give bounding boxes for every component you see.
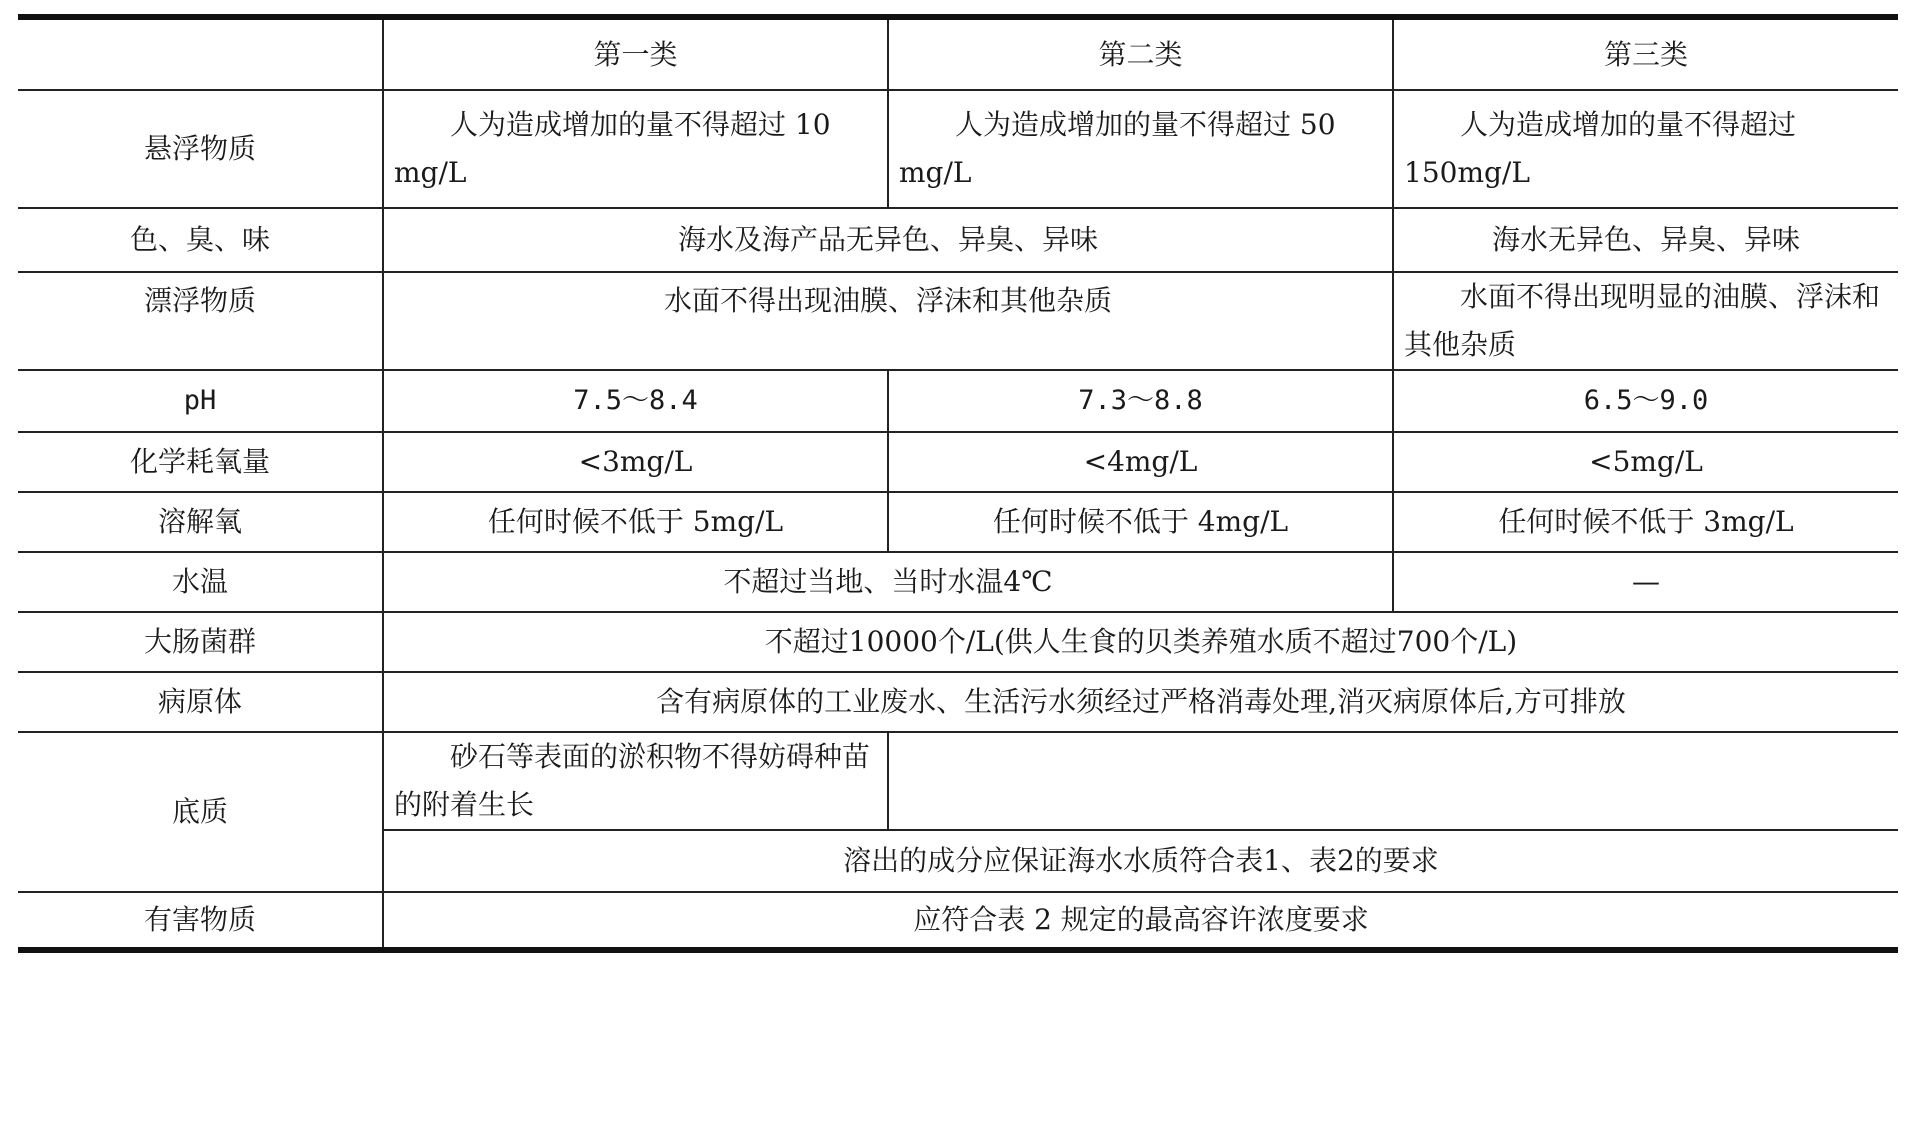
cell-color-class-3: 海水无异色、异臭、异味 xyxy=(1393,208,1898,272)
table-row xyxy=(18,492,1898,552)
row-label-harmful: 有害物质 xyxy=(18,892,383,950)
cell-oxygen-class-2: 任何时候不低于 4mg/L xyxy=(888,492,1393,552)
row-label-cod: 化学耗氧量 xyxy=(18,432,383,492)
table-row xyxy=(18,90,1898,208)
table-row xyxy=(18,432,1898,492)
row-label-substrate: 底质 xyxy=(18,732,383,892)
row-label-suspended: 悬浮物质 xyxy=(18,90,383,208)
cell-oxygen-class-3: 任何时候不低于 3mg/L xyxy=(1393,492,1898,552)
document-page xyxy=(18,14,1898,953)
cell-ph-class-1: 7.5～8.4 xyxy=(383,370,888,432)
table-header-row xyxy=(18,17,1898,90)
cell-ph-class-3: 6.5～9.0 xyxy=(1393,370,1898,432)
cell-substrate-all: 溶出的成分应保证海水水质符合表1、表2的要求 xyxy=(383,830,1898,892)
cell-suspended-class-3: 人为造成增加的量不得超过150mg/L xyxy=(1393,90,1898,208)
table-row xyxy=(18,272,1898,370)
row-label-water-temperature: 水温 xyxy=(18,552,383,612)
header-class-2: 第二类 xyxy=(888,17,1393,90)
cell-cod-class-3: <5mg/L xyxy=(1393,432,1898,492)
row-label-pathogen: 病原体 xyxy=(18,672,383,732)
cell-temp-class-1-2: 不超过当地、当时水温4℃ xyxy=(383,552,1393,612)
cell-floating-class-1-2: 水面不得出现油膜、浮沫和其他杂质 xyxy=(383,272,1393,370)
row-label-ph: pH xyxy=(18,370,383,432)
cell-suspended-class-1: 人为造成增加的量不得超过 10 mg/L xyxy=(383,90,888,208)
table-row xyxy=(18,208,1898,272)
table-row xyxy=(18,732,1898,830)
cell-temp-class-3: — xyxy=(1393,552,1898,612)
cell-ph-class-2: 7.3～8.8 xyxy=(888,370,1393,432)
cell-substrate-class-2-3 xyxy=(888,732,1898,830)
cell-color-class-1-2: 海水及海产品无异色、异臭、异味 xyxy=(383,208,1393,272)
cell-suspended-class-2: 人为造成增加的量不得超过 50 mg/L xyxy=(888,90,1393,208)
cell-cod-class-1: <3mg/L xyxy=(383,432,888,492)
cell-coliform-all: 不超过10000个/L(供人生食的贝类养殖水质不超过700个/L) xyxy=(383,612,1898,672)
header-corner-cell xyxy=(18,17,383,90)
header-class-3: 第三类 xyxy=(1393,17,1898,90)
cell-floating-class-3: 水面不得出现明显的油膜、浮沫和其他杂质 xyxy=(1393,272,1898,370)
cell-cod-class-2: <4mg/L xyxy=(888,432,1393,492)
row-label-floating: 漂浮物质 xyxy=(18,272,383,370)
table-row xyxy=(18,552,1898,612)
cell-substrate-class-1: 砂石等表面的淤积物不得妨碍种苗的附着生长 xyxy=(383,732,888,830)
row-label-coliform: 大肠菌群 xyxy=(18,612,383,672)
row-label-dissolved-oxygen: 溶解氧 xyxy=(18,492,383,552)
row-label-color-odor-taste: 色、臭、味 xyxy=(18,208,383,272)
table-row xyxy=(18,892,1898,950)
table-row xyxy=(18,612,1898,672)
cell-harmful-all: 应符合表 2 规定的最高容许浓度要求 xyxy=(383,892,1898,950)
table-row xyxy=(18,370,1898,432)
cell-oxygen-class-1: 任何时候不低于 5mg/L xyxy=(383,492,888,552)
table-row xyxy=(18,672,1898,732)
seawater-quality-standard-table xyxy=(18,14,1898,953)
cell-pathogen-all: 含有病原体的工业废水、生活污水须经过严格消毒处理,消灭病原体后,方可排放 xyxy=(383,672,1898,732)
header-class-1: 第一类 xyxy=(383,17,888,90)
